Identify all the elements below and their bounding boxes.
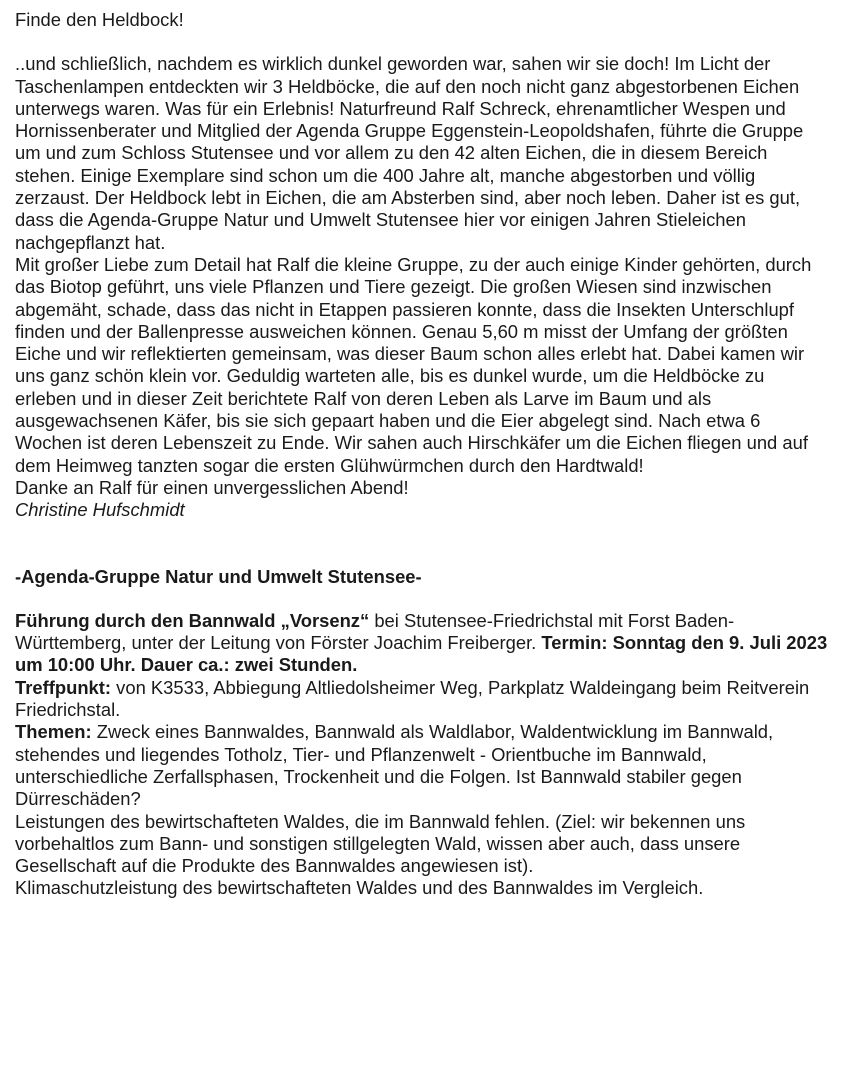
topics-label: Themen: [15, 721, 92, 743]
article-paragraph-2: Mit großer Liebe zum Detail hat Ralf die kleine Gruppe, zu der auch einige Kinder gehörten, durch das Biotop geführt, uns viele Pflanzen und Tiere gezeigt. Die großen Wiesen sind inzwischen abgemäht, schade, dass das nicht in Etappen passieren konnte, dass die Insekten Unterschlupf finden und der Ballenpresse ausweichen können. Genau 5,60 m misst der Umfang der größten Eiche und wir reflektierten gemeinsam, was dieser Baum schon alles erlebt hat. Dabei kamen wir uns ganz schön klein vor. Geduldig warteten alle, bis es dunkel wurde, um die Heldböcke zu erleben und in dieser Zeit berichtete Ralf von deren Leben als Larve im Baum und als ausgewachsenen Käfer, bis sie sich gepaart haben und die Eier abgelegt sind. Nach etwa 6 Wochen ist deren Lebenszeit zu Ende. Wir sahen auch Hirschkäfer um die Eichen fliegen und auf dem Heimweg tanzten sogar die ersten Glühwürmchen durch den Hardtwald! [15, 253, 812, 476]
article-title: Finde den Heldbock! [15, 9, 184, 30]
article-thanks: Danke an Ralf für einen unvergesslichen Abend! [15, 476, 409, 498]
announcement-heading: -Agenda-Gruppe Natur und Umwelt Stutensee- [15, 565, 422, 587]
section-spacer [15, 522, 829, 544]
meeting-point-text: von K3533, Abbiegung Altliedolsheimer Weg, Parkplatz Waldeingang beim Reitverein Friedrichstal. [15, 676, 810, 721]
tour-title: Führung durch den Bannwald „Vorsenz“ [15, 609, 370, 631]
meeting-point-label: Treffpunkt: [15, 676, 112, 698]
topics-text: Zweck eines Bannwaldes, Bannwald als Waldlabor, Waldentwicklung im Bannwald, stehendes und liegendes Totholz, Tier- und Pflanzenwelt - Orientbuche im Bannwald, unterschiedliche Zerfallsphasen, Trockenheit und die Folgen. Ist Bannwald stabiler gegen Dürreschäden? [15, 721, 774, 810]
tour-description: bei Stutensee-Friedrichstal mit Forst Baden-Württemberg, unter der Leitung von Förster Joachim Freiberger. [15, 609, 735, 654]
article-paragraph-1: ..und schließlich, nachdem es wirklich dunkel geworden war, sahen wir sie doch! Im Licht der Taschenlampen entdeckten wir 3 Heldböcke, die auf den noch nicht ganz abgestorbenen Eichen unterwegs waren. Was für ein Erlebnis! Naturfreund Ralf Schreck, ehrenamtlicher Wespen und Hornissenberater und Mitglied der Agenda Gruppe Eggenstein-Leopoldshafen, führte die Gruppe um und zum Schloss Stutensee und vor allem zu den 42 alten Eichen, die in diesem Bereich stehen. Einige Exemplare sind schon um die 400 Jahre alt, manche abgestorben und völlig zerzaust. Der Heldbock lebt in Eichen, die am Absterben sind, aber noch leben. Daher ist es gut, dass die Agenda-Gruppe Natur und Umwelt Stutensee hier vor einigen Jahren Stieleichen nachgepflanzt hat. [15, 53, 804, 253]
announcement-meeting-point [15, 677, 829, 722]
announcement-climate: Klimaschutzleistung des bewirtschafteten Waldes und des Bannwaldes im Vergleich. [15, 877, 704, 899]
announcement-topics [15, 721, 829, 810]
article-author: Christine Hufschmidt [15, 499, 185, 521]
tour-date: Termin: Sonntag den 9. Juli 2023 um 10:00 Uhr. Dauer ca.: zwei Stunden. [15, 632, 828, 676]
announcement-services: Leistungen des bewirtschafteten Waldes, die im Bannwald fehlen. (Ziel: wir bekennen uns vorbehaltlos zum Bann- und sonstigen stillgelegten Wald, wissen aber auch, dass unsere Gesellschaft auf die Produkte des Bannwaldes angewiesen ist). [15, 810, 746, 877]
announcement-tour [15, 610, 829, 677]
